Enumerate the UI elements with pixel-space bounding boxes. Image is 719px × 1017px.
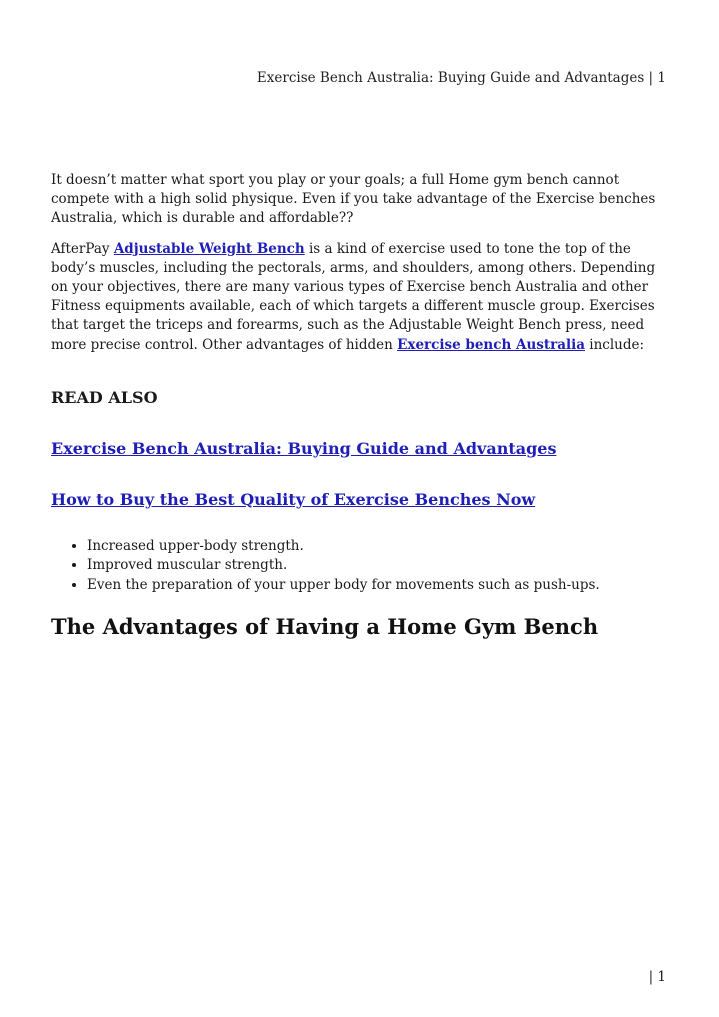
page-number: | 1 (648, 969, 666, 985)
benefits-list (51, 537, 671, 595)
related-article-link-1[interactable]: Exercise Bench Australia: Buying Guide and Advantages (51, 438, 557, 458)
list-item: • Improved muscular strength. (87, 556, 671, 575)
body-middle: is a kind of exercise used to tone the top of the body’s muscles, including the pectorals, arms, and shoulders, among others. Depending on your objectives, there are many various types of Exercise bench Australia and other Fitness equipments available, each of which targets a different muscle group. Exercises that target the triceps and forearms, such as the Adjustable Weight Bench press, need more precise control. Other advantages of hidden (51, 240, 656, 353)
read-also-heading: READ ALSO (51, 387, 158, 407)
page-header: Exercise Bench Australia: Buying Guide and Advantages | 1 (256, 70, 666, 86)
body-suffix: include: (584, 336, 645, 353)
list-item: • Increased upper-body strength. (87, 537, 671, 556)
article-body (51, 171, 671, 640)
list-item: • Even the preparation of your upper body for movements such as push-ups. (87, 576, 671, 595)
section-heading: The Advantages of Having a Home Gym Bench (51, 614, 599, 640)
exercise-bench-australia-link[interactable]: Exercise bench Australia (397, 336, 585, 353)
body-prefix: AfterPay (51, 240, 114, 257)
intro-paragraph: It doesn’t matter what sport you play or your goals; a full Home gym bench cannot compete with a high solid physique. Even if you take advantage of the Exercise benches Australia, which is durable and affordable?? (51, 172, 656, 227)
related-article-link-2[interactable]: How to Buy the Best Quality of Exercise Benches Now (51, 489, 536, 509)
adjustable-weight-bench-link[interactable]: Adjustable Weight Bench (113, 240, 305, 257)
body-paragraph (51, 240, 671, 355)
